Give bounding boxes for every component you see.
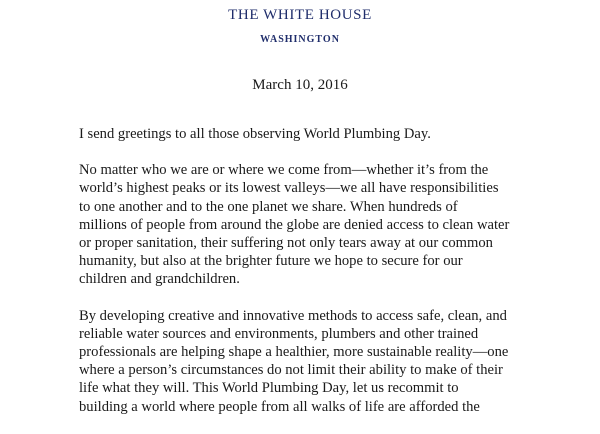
letter-date: March 10, 2016	[252, 77, 348, 93]
letterhead-city: WASHINGTON	[260, 34, 340, 45]
body-paragraph	[79, 125, 549, 143]
paragraph-line: to one another and to the one planet we share. When hundreds of	[79, 198, 458, 215]
paragraph-line: millions of people from around the globe are denied access to clean water	[79, 216, 510, 233]
paragraph-line: world’s highest peaks or its lowest valleys—we all have responsibilities	[79, 180, 499, 197]
body-paragraph	[79, 161, 549, 288]
paragraph-line: building a world where people from all walks of life are afforded the	[79, 398, 480, 415]
paragraph-line: No matter who we are or where we come from—whether it’s from the	[79, 162, 489, 179]
paragraph-line: By developing creative and innovative methods to access safe, clean, and	[79, 307, 507, 324]
letter-body	[79, 125, 549, 434]
paragraph-line: professionals are helping shape a healthier, more sustainable reality—one	[79, 344, 509, 361]
body-paragraph	[79, 307, 549, 416]
letterhead-organization: THE WHITE HOUSE	[228, 7, 372, 23]
paragraph-line: life what they will. This World Plumbing Day, let us recommit to	[79, 380, 459, 397]
paragraph-line: children and grandchildren.	[79, 271, 240, 288]
paragraph-line: reliable water sources and environments, plumbers and other trained	[79, 325, 479, 342]
paragraph-line: where a person’s circumstances do not limit their ability to make of their	[79, 362, 503, 379]
letterhead	[0, 6, 600, 46]
paragraph-line: I send greetings to all those observing World Plumbing Day.	[79, 126, 431, 142]
paragraph-line: humanity, but also at the brighter future we hope to secure for our	[79, 253, 463, 270]
paragraph-line: or proper sanitation, their suffering not only tears away at our common	[79, 235, 493, 252]
